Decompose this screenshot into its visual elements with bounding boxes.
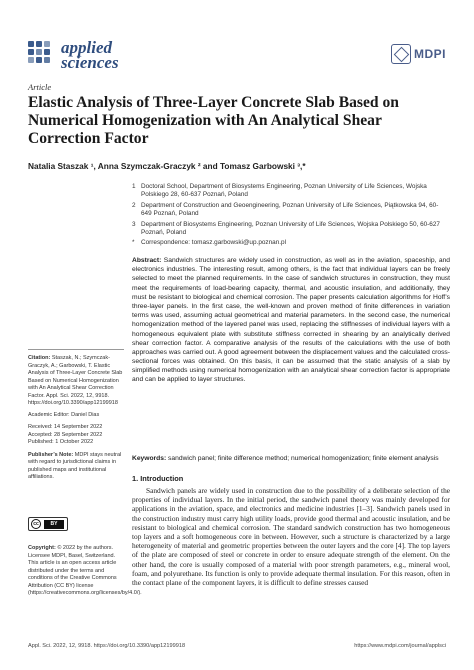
citation-block: [28, 349, 124, 482]
affiliation-2: [132, 202, 446, 218]
abstract-label: Abstract:: [132, 257, 162, 264]
footer-citation[interactable]: Appl. Sci. 2022, 12, 9918. https://doi.org/10.3390/app12199918: [28, 643, 186, 649]
article-type: Article: [28, 82, 52, 92]
publisher-logo[interactable]: [391, 44, 446, 64]
received-date: Received: 14 September 2022: [28, 424, 103, 430]
journal-logo[interactable]: [28, 40, 119, 70]
abstract-text: Sandwich structures are widely used in construction, as well as in the aviation, spaceship, and electronics industries. The interesting result, among others, is the fact that individual layers can be freely selected to meet the planned requirements. In the case of sandwich structures in construction, they must meet the requirements of load-bearing capacity, thermal, and acoustic insulation, and additionally, they must be resistant to biological and chemical corrosion. The paper presents calculation algorithms for Hoff’s three-layer panels. In the first case, the well-known and proven method of finite differences in variation terms was used, assuming actual geometrical and material parameters. In the second case, the numerical homogenization method of the layered panel was used, replacing the stiffnesses of individual layers with a homogeneous equivalent plate with substitute stiffness corrected in shearing by an analytically derived shear correction factor. A comparative analysis of the results of the calculations with the use of both approaches was carried out. A good agreement between the displacement values and the calculated cross-sectional forces was obtained. On this basis, it can be assumed that the static analysis of a slab by simplified methods using numerical homogenization with an analytical shear correction factor is appropriate and can be applied to layer structures.: [132, 257, 450, 384]
article-title: Elastic Analysis of Three-Layer Concrete Slab Based on Numerical Homogenization with An Analytical Shear Correction Factor: [28, 94, 399, 147]
affiliation-3: [132, 221, 446, 237]
publisher-name: MDPI: [414, 47, 446, 61]
abstract: [132, 256, 450, 385]
affiliation-number: 3: [132, 221, 136, 228]
mdpi-logo-icon: [391, 44, 411, 64]
sidebar-divider: [28, 349, 124, 350]
citation-label: Citation:: [28, 355, 51, 361]
journal-name: [61, 40, 119, 70]
affiliation-number: 2: [132, 202, 136, 209]
journal-mark-icon: [28, 41, 56, 69]
page-header: [28, 40, 446, 80]
publisher-note-text: MDPI stays neutral with regard to jurisdictional claims in published maps and institutional affiliations.: [28, 451, 122, 480]
correspondence-marker: *: [132, 239, 135, 246]
keywords-label: Keywords:: [132, 455, 167, 462]
correspondence-text[interactable]: Correspondence: tomasz.garbowski@up.poznan.pl: [141, 239, 287, 246]
affiliation-1: [132, 183, 446, 199]
copyright-text[interactable]: © 2022 by the authors. Licensee MDPI, Basel, Switzerland. This article is an open access article distributed under the terms and conditions of the Creative Commons Attribution (CC BY) license (https://creativecommons.org/licenses/by/4.0/).: [28, 545, 142, 596]
cc-by-icon: BY: [44, 520, 64, 529]
author-list: Natalia Staszak ¹, Anna Szymczak-Graczyk ² and Tomasz Garbowski ³,*: [28, 161, 306, 171]
cc-license-badge[interactable]: [28, 517, 68, 531]
affiliation-number: 1: [132, 183, 136, 190]
accepted-date: Accepted: 28 September 2022: [28, 431, 103, 438]
academic-editor: Academic Editor: Daniel Dias: [28, 411, 100, 418]
affiliation-text: Doctoral School, Department of Biosystems Engineering, Poznan University of Life Sciences, Wojska Polskiego 28, 60-637 Poznań, Poland: [141, 183, 427, 199]
cc-icon: cc: [31, 519, 41, 529]
keywords-text: sandwich panel; finite difference method; numerical homogenization; finite element analysis: [166, 455, 439, 462]
section-heading: 1. Introduction: [132, 474, 184, 483]
affiliation-text: Department of Construction and Geoengineering, Poznan University of Life Sciences, Piątkowska 94, 60-649 Poznań, Poland: [141, 202, 439, 218]
correspondence: [132, 239, 446, 247]
citation-text[interactable]: Staszak, N.; Szymczak-Graczyk, A.; Garbowski, T. Elastic Analysis of Three-Layer Concrete Slab Based on Numerical Homogenization with An Analytical Shear Correction Factor. Appl. Sci. 2022, 12, 9918. https://doi.org/10.3390/app12199918: [28, 355, 123, 406]
journal-name-line2: sciences: [61, 53, 119, 72]
keywords: [132, 454, 450, 463]
publisher-note-label: Publisher’s Note:: [28, 451, 74, 458]
affiliation-text: Department of Biosystems Engineering, Poznan University of Life Sciences, Wojska Polskiego 50, 60-627 Poznań, Poland: [141, 221, 440, 237]
journal-name-line1: applied: [61, 38, 112, 57]
footer-journal-url[interactable]: https://www.mdpi.com/journal/applsci: [354, 643, 446, 649]
copyright-label: Copyright:: [28, 545, 56, 551]
published-date: Published: 1 October 2022: [28, 439, 94, 445]
copyright-block: [28, 545, 142, 598]
introduction-text: Sandwich panels are widely used in construction due to the possibility of a deliberate selection of the properties of individual layers. In the initial period, the sandwich panel theory was mainly developed for applications in the aviation, space, and electronics and medicine industries [1–3]. Sandwich panels used in the construction industry must carry high utility loads, provide good thermal and acoustic insulation, and be resistant to biological and chemical corrosion. The standard sandwich construction has two homogeneous top layers and a soft homogeneous core in between. However, such a structure is characterized by a large heterogeneity of material and geometric properties between the outer layers and the core [4]. The top layers of the plate are composed of steel or concrete in order to ensure adequate strength of the element. On the other hand, the core is usually composed of a material with poor strength parameters, e.g., mineral wool, foam, and polyurethane. Its function is only to provide adequate thermal insulation. For this reason, often in the contact plane of the component layers, it is difficult to define stresses caused: [132, 486, 450, 588]
